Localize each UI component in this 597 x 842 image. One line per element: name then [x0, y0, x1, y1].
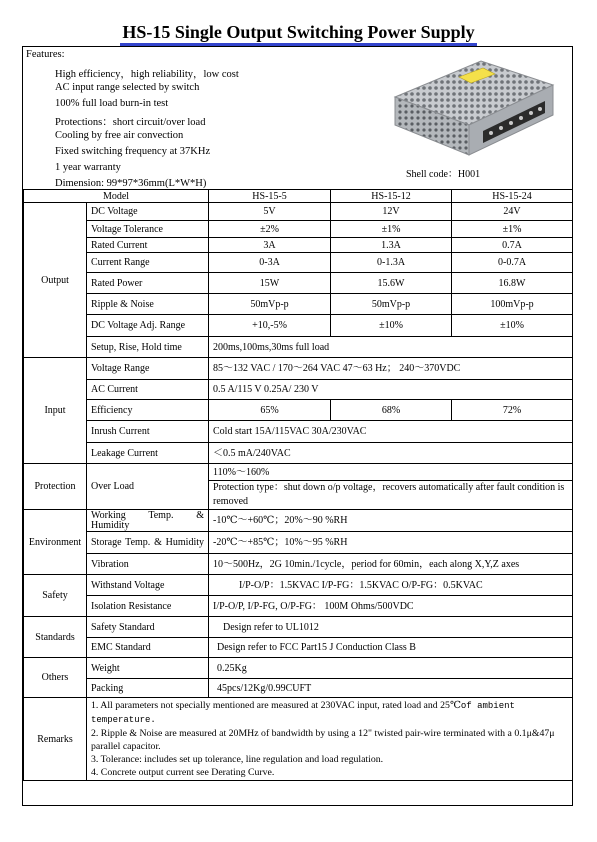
param-name: Voltage Range: [87, 358, 209, 380]
table-row: [24, 617, 573, 638]
table-row: [24, 273, 573, 294]
param-value: Design refer to UL1012: [209, 617, 573, 638]
model-column-header: HS-15-12: [331, 190, 452, 203]
param-name: Working Temp. & Humidity: [87, 510, 209, 532]
table-row: [24, 400, 573, 421]
table-row: [24, 221, 573, 238]
param-value: ±10%: [452, 315, 573, 337]
param-value: 50mVp-p: [209, 294, 331, 315]
model-column-header: HS-15-24: [452, 190, 573, 203]
param-name: DC Voltage Adj. Range: [87, 315, 209, 337]
document-title: [0, 22, 597, 43]
remark-text: of ambient temperature.: [91, 701, 515, 725]
table-row: [24, 421, 573, 443]
param-name: Rated Current: [87, 238, 209, 253]
param-value: ±1%: [452, 221, 573, 238]
feature-item: Dimension: 99*97*36mm(L*W*H): [55, 178, 207, 189]
remark-item: 2. Ripple & Noise are measured at 20MHz of bandwidth by using a 12" twisted pair-wire terminated with a 0.1μ&47μ parallel capacitor.: [91, 728, 555, 752]
param-name: Ripple & Noise: [87, 294, 209, 315]
param-value: Protection type：shut down o/p voltage，recovers automatically after fault condition is removed: [209, 481, 573, 510]
param-value: +10,-5%: [209, 315, 331, 337]
param-value: -20℃～+85℃；10%～95 %RH: [209, 532, 573, 554]
param-value: 72%: [452, 400, 573, 421]
param-value: ±2%: [209, 221, 331, 238]
table-row: [24, 358, 573, 380]
table-row: [24, 294, 573, 315]
section-label-others: Others: [24, 658, 87, 698]
remark-item: 4. Concrete output current see Derating Curve.: [91, 767, 275, 778]
param-value: 0.25Kg: [209, 658, 573, 679]
param-value: 10～500Hz，2G 10min./1cycle，period for 60min，each along X,Y,Z axes: [209, 554, 573, 575]
feature-item: Fixed switching frequency at 37KHz: [55, 146, 211, 157]
param-value: 15W: [209, 273, 331, 294]
param-value: -10℃～+60℃；20%～90 %RH: [209, 510, 573, 532]
param-value: 68%: [331, 400, 452, 421]
param-value: 0-1.3A: [331, 253, 452, 273]
table-row: [24, 380, 573, 400]
param-value: I/P-O/P, I/P-FG, O/P-FG： 100M Ohms/500VDC: [209, 596, 573, 617]
param-value: 16.8W: [452, 273, 573, 294]
table-row: [24, 337, 573, 358]
remark-text: 1. All parameters not specially mentioned are measured at 230VAC input, rated load and 25℃: [91, 700, 461, 711]
param-value: 0-0.7A: [452, 253, 573, 273]
feature-item: 100% full load burn-in test: [55, 98, 169, 109]
feature-item: High efficiency，high reliability，low cost: [55, 69, 239, 80]
model-column-header: HS-15-5: [209, 190, 331, 203]
feature-item: Cooling by free air convection: [55, 130, 184, 141]
table-row: [24, 554, 573, 575]
table-row: [24, 575, 573, 596]
section-label-safety: Safety: [24, 575, 87, 617]
param-value: 50mVp-p: [331, 294, 452, 315]
param-name: EMC Standard: [87, 638, 209, 658]
param-name: Rated Power: [87, 273, 209, 294]
section-label-remarks: Remarks: [24, 698, 87, 781]
param-name: Withstand Voltage: [87, 575, 209, 596]
features-heading: Features:: [26, 49, 65, 60]
param-value: Design refer to FCC Part15 J Conduction Class B: [209, 638, 573, 658]
param-value: Cold start 15A/115VAC 30A/230VAC: [209, 421, 573, 443]
table-row: [24, 510, 573, 532]
table-row: [24, 596, 573, 617]
table-row: [24, 238, 573, 253]
param-value: 100mVp-p: [452, 294, 573, 315]
param-value: 65%: [209, 400, 331, 421]
param-value: 200ms,100ms,30ms full load: [209, 337, 573, 358]
table-row: [24, 315, 573, 337]
param-value: 15.6W: [331, 273, 452, 294]
param-name: Voltage Tolerance: [87, 221, 209, 238]
param-value: 24V: [452, 203, 573, 221]
param-value: 0.7A: [452, 238, 573, 253]
param-value: 110%～160%: [209, 464, 573, 481]
param-value: 12V: [331, 203, 452, 221]
param-name: Weight: [87, 658, 209, 679]
table-row: [24, 203, 573, 221]
param-name: Current Range: [87, 253, 209, 273]
table-row: [24, 658, 573, 679]
param-value: ±1%: [331, 221, 452, 238]
table-row: [24, 679, 573, 698]
param-name: Leakage Current: [87, 443, 209, 464]
model-header: Model: [24, 190, 209, 203]
table-row: [24, 190, 573, 203]
table-row: [24, 253, 573, 273]
feature-item: AC input range selected by switch: [55, 82, 200, 93]
feature-item: Protections：short circuit/over load: [55, 117, 206, 128]
param-name: Setup, Rise, Hold time: [87, 337, 209, 358]
param-name: AC Current: [87, 380, 209, 400]
param-name: Over Load: [87, 464, 209, 510]
param-value: 85～132 VAC / 170～264 VAC 47～63 Hz； 240～370VDC: [209, 358, 573, 380]
param-value: 3A: [209, 238, 331, 253]
section-label-environment: Environment: [24, 510, 87, 575]
section-label-protection: Protection: [24, 464, 87, 510]
param-name: Inrush Current: [87, 421, 209, 443]
feature-item: 1 year warranty: [55, 162, 121, 173]
features-section: [23, 47, 572, 189]
shell-code: Shell code：H001: [406, 169, 481, 180]
param-value: 0.5 A/115 V 0.25A/ 230 V: [209, 380, 573, 400]
section-label-output: Output: [24, 203, 87, 358]
param-name: DC Voltage: [87, 203, 209, 221]
param-value: 0-3A: [209, 253, 331, 273]
param-value: 45pcs/12Kg/0.99CUFT: [209, 679, 573, 698]
param-name: Efficiency: [87, 400, 209, 421]
param-name: Isolation Resistance: [87, 596, 209, 617]
table-row: [24, 698, 573, 781]
document-title-text: HS-15 Single Output Switching Power Supply: [120, 22, 476, 46]
table-row: [24, 532, 573, 554]
param-name: Packing: [87, 679, 209, 698]
param-value: 1.3A: [331, 238, 452, 253]
remark-item: 3. Tolerance: includes set up tolerance, line regulation and load regulation.: [91, 754, 384, 765]
param-name: Vibration: [87, 554, 209, 575]
table-row: [24, 464, 573, 481]
section-label-input: Input: [24, 358, 87, 464]
table-row: [24, 443, 573, 464]
power-supply-product-image: [385, 55, 559, 159]
param-value: ±10%: [331, 315, 452, 337]
specification-table: [23, 189, 573, 781]
remarks-content: [87, 698, 573, 781]
param-value: ＜0.5 mA/240VAC: [209, 443, 573, 464]
table-row: [24, 638, 573, 658]
param-value: I/P-O/P：1.5KVAC I/P-FG：1.5KVAC O/P-FG：0.5KVAC: [209, 575, 573, 596]
spec-sheet-frame: [22, 46, 573, 806]
remark-item: [91, 699, 568, 727]
param-value: 5V: [209, 203, 331, 221]
param-name: Storage Temp. & Humidity: [87, 532, 209, 554]
param-name: Safety Standard: [87, 617, 209, 638]
section-label-standards: Standards: [24, 617, 87, 658]
